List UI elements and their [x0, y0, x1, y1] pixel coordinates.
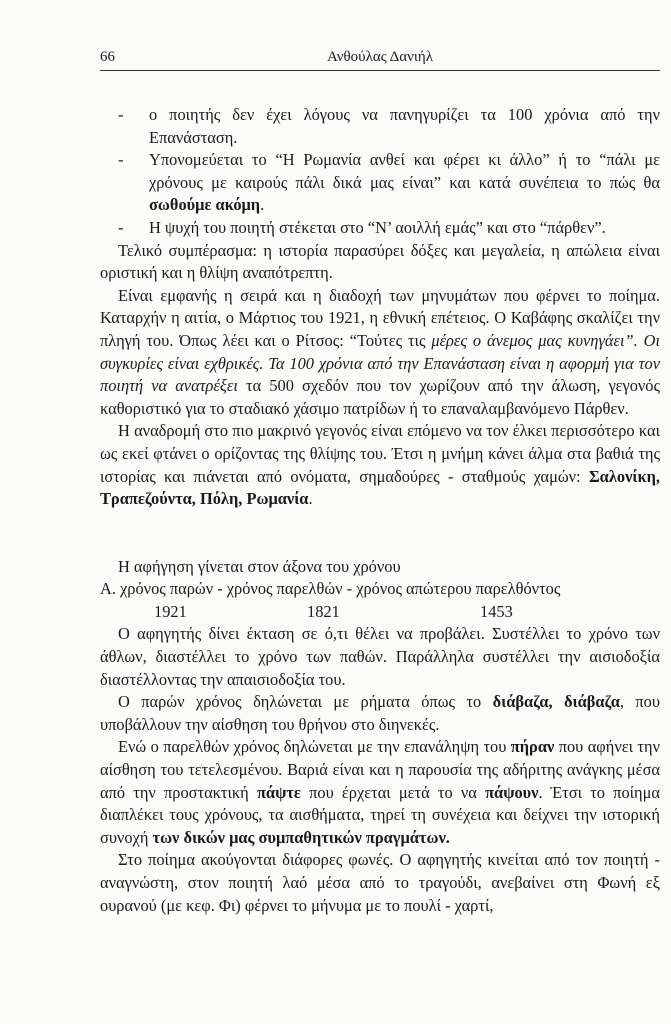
page-number: 66	[100, 49, 115, 65]
sympathetic-things-phrase: των δικών μας συμπαθητικών πραγμάτων.	[152, 827, 450, 847]
bullet-text: Υπονομεύεται το “Η Ρωμανία ανθεί και φέρει κι άλλο” ή το “πάλι με χρόνους με καιρούς πάλι δικά μας είναι” και κατά συνέπεια το πώς θα	[149, 150, 660, 192]
year-present: 1921	[154, 601, 187, 621]
narration-heading: Η αφήγηση γίνεται στον άξονα του χρόνου	[118, 556, 401, 576]
present-text: Ο παρών χρόνος δηλώνεται με ρήματα όπως το	[118, 692, 493, 712]
time-axis-line: Α. χρόνος παρών - χρόνος παρελθών - χρόνος απώτερου παρελθόντος	[100, 579, 561, 599]
memory-text: Η αναδρομή στο πιο μακρινό γεγονός είναι επόμενο να τον έλκει περισσότερο και ως εκεί φτάνει ο ορίζοντας της θλίψης του. Έτσι η μνήμη κάνει άλμα στα βαθιά της ιστορίας και πιάνεται από ονόματα, σημαδούρες - σταθμούς χαμών:	[100, 421, 660, 486]
bullet-text: Η ψυχή του ποιητή στέκεται στο “Ν’ αοιλλή εμάς” και στο “πάρθεν”.	[149, 217, 606, 237]
bullet-list	[100, 104, 660, 240]
header-rule	[100, 70, 660, 71]
subjunctive-verb: πάψουν	[485, 782, 539, 802]
bullet-dash: -	[118, 105, 124, 124]
page-header	[100, 49, 660, 69]
imperative-verb: πάψτε	[256, 782, 301, 802]
bullet-item	[100, 149, 660, 217]
years-row	[100, 601, 660, 624]
bullet-dash: -	[118, 217, 124, 237]
memory-text-end: .	[308, 489, 313, 509]
section-gap	[100, 511, 660, 556]
past-tense-paragraph	[100, 736, 660, 849]
messages-text: Είναι εμφανής η σειρά και η διαδοχή των μηνυμάτων που φέρνει το ποίημα. Καταρχήν η αιτία, ο Μάρτιος του 1921, η εθνική επέτειος. Ο Καβάφης σκαλίζει την πληγή του. Όπως λέει και ο Ρίτσος: “Τούτες τις	[100, 285, 660, 350]
memory-paragraph	[100, 420, 660, 510]
narrator-paragraph: Ο αφηγητής δίνει έκταση σε ό,τι θέλει να προβάλει. Συστέλλει το χρόνο των άθλων, διαστέλλει το χρόνο των παθών. Παράλληλα συστέλλει την αισιοδοξία διαστέλλοντας την απαισιοδοξία του.	[100, 624, 660, 689]
past-text-2: που αφήνει την αίσθηση του τετελεσμένου. Βαριά είναι και η παρουσία της αδήριτης ανάγκης μέσα από την προστακτική	[100, 737, 661, 802]
bullet-item	[100, 104, 660, 149]
messages-paragraph	[100, 285, 660, 421]
past-text-4: . Έτσι το ποίημα διαπλέκει τους χρόνους, τα αισθήματα, τηρεί τη συνέχεια και δείχνει την ιστορική συνοχή	[100, 782, 660, 847]
running-head: Ανθούλας Δανιήλ	[326, 49, 434, 65]
voices-paragraph: Στο ποίημα ακούγονται διάφορες φωνές. Ο αφηγητής κινείται από τον ποιητή - αναγνώστη, στον ποιητή λαό μέσα από το τραγούδι, ανεβαίνει στη Φωνή εξ ουρανού (με κεφ. Φι) φέρνει το μήνυμα με το πουλί - χαρτί,	[100, 850, 660, 915]
present-tense-paragraph	[100, 691, 660, 736]
bullet-text: ο ποιητής δεν έχει λόγους να πανηγυρίζει τα 100 χρόνια από την Επανάσταση.	[149, 105, 660, 147]
page-body	[100, 104, 660, 917]
present-verbs: διάβαζα, διάβαζα	[492, 692, 620, 712]
past-text-3: που έρχεται μετά το να	[300, 782, 486, 802]
place-names: Σαλονίκη, Τραπεζούντα, Πόλη, Ρωμανία	[100, 466, 660, 509]
past-text: Ενώ ο παρελθών χρόνος δηλώνεται με την επανάληψη του	[118, 737, 511, 757]
ritsos-quote: μέρες ο άνεμος μας κυνηγάει”. Οι συγκυρίες είναι εχθρικές. Τα 100 χρόνια από την Επανάσταση είναι η αφορμή για τον ποιητή να ανατρέξει	[100, 330, 661, 396]
present-text-end: , που υποβάλλουν την αίσθηση του θρήνου στο διηνεκές.	[100, 692, 660, 734]
bullet-text-end: .	[260, 195, 265, 215]
conclusion-paragraph: Τελικό συμπέρασμα: η ιστορία παρασύρει δόξες και μεγαλεία, η απώλεια είναι οριστική και η θλίψη αναπότρεπτη.	[100, 240, 660, 283]
messages-text-end: τα 500 σχεδόν που τον χωρίζουν από την άλωση, γεγονός καθοριστικό για το σταδιακό χάσιμο πατρίδων ή το επαναλαμβανόμενο Πάρθεν.	[100, 376, 660, 418]
bullet-bold-text: σωθούμε ακόμη	[149, 195, 261, 215]
year-distant-past: 1453	[480, 601, 513, 621]
past-verb: πήραν	[510, 737, 555, 757]
year-past: 1821	[307, 601, 340, 621]
bullet-item	[100, 217, 660, 240]
bullet-dash: -	[118, 150, 124, 170]
